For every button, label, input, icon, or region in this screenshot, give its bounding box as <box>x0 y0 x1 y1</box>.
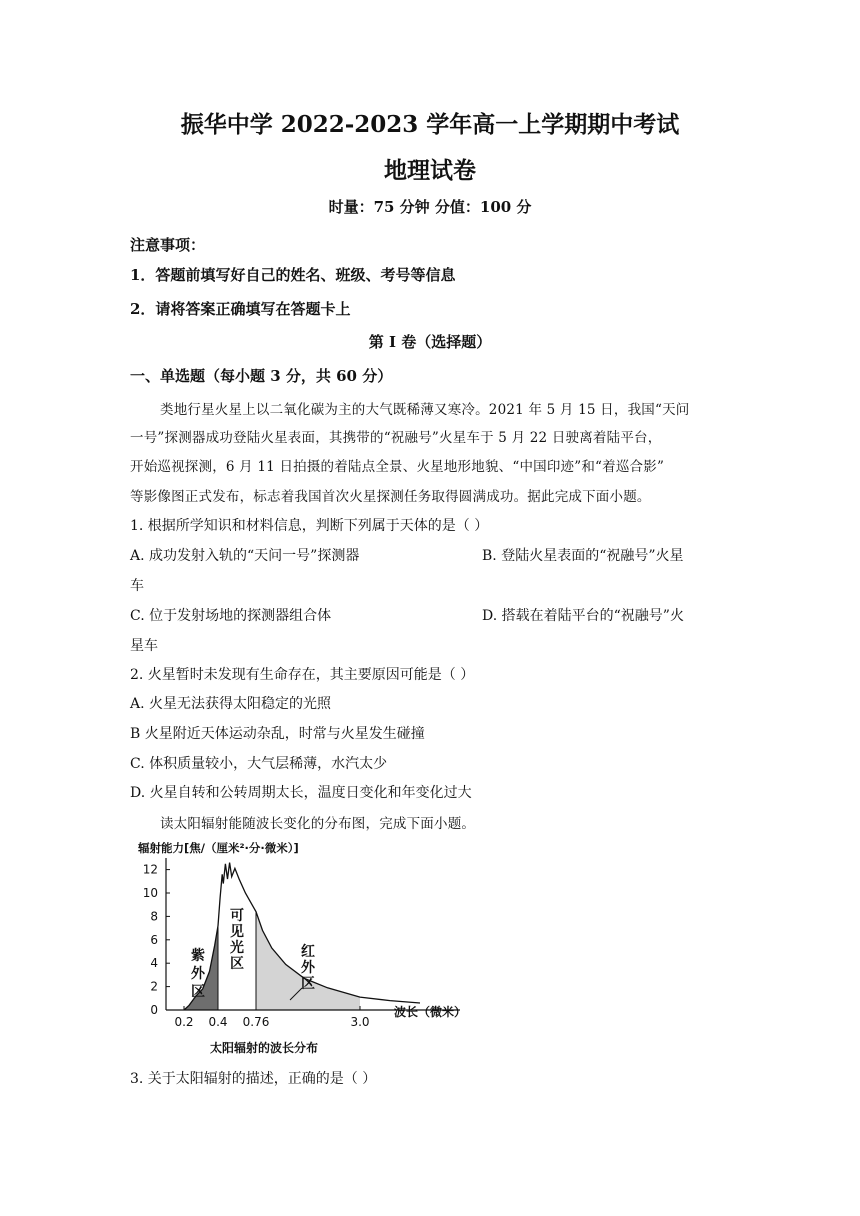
question-stem: 1. 根据所学知识和材料信息，判断下列属于天体的是（ ） <box>130 518 489 534</box>
uv-region-label: 外 <box>191 966 205 982</box>
option-a: A. 成功发射入轨的“天问一号”探测器 <box>130 548 360 564</box>
option-d: D. 搭载在着陆平台的“祝融号”火 <box>482 608 684 624</box>
visible-region-label: 光 <box>230 940 244 956</box>
option-b: B. 登陆火星表面的“祝融号”火星 <box>482 548 684 564</box>
question-stem: 2. 火星暂时未发现有生命存在，其主要原因可能是（ ） <box>130 667 475 683</box>
visible-region-label: 见 <box>230 924 244 940</box>
time-score-line: 时量：75 分钟 分值：100 分 <box>328 198 532 216</box>
note-item: 1．答题前填写好自己的姓名、班级、考号等信息 <box>130 266 456 284</box>
option-b-wrap: 车 <box>130 578 144 594</box>
uv-region-label: 区 <box>191 984 205 1000</box>
y-tick-label: 12 <box>142 862 158 877</box>
passage-line: 类地行星火星上以二氧化碳为主的大气既稀薄又寒冷。2021 年 5 月 15 日，我国“天问 <box>160 402 690 418</box>
x-axis-label: 波长（微米） <box>394 1005 467 1019</box>
y-tick-label: 2 <box>150 979 158 994</box>
visible-region-label: 区 <box>230 956 244 972</box>
x-tick-label: 0.76 <box>242 1015 270 1029</box>
y-tick-label: 0 <box>150 1003 158 1017</box>
passage-line: 开始巡视探测，6 月 11 日拍摄的着陆点全景、火星地形地貌、“中国印迹”和“着巡合影” <box>130 459 665 475</box>
option-a: A. 火星无法获得太阳稳定的光照 <box>130 696 332 712</box>
notes-heading: 注意事项： <box>130 236 206 254</box>
x-tick-label: 0.2 <box>174 1015 194 1029</box>
exam-title: 振华中学 2022-2023 学年高一上学期期中考试 <box>180 111 680 138</box>
option-b: B 火星附近天体运动杂乱，时常与火星发生碰撞 <box>130 726 425 742</box>
solar-radiation-chart <box>130 838 490 1058</box>
y-axis-label: 辐射能力[焦/（厘米²·分·微米）] <box>138 841 299 855</box>
exam-subtitle: 地理试卷 <box>384 157 476 184</box>
option-d: D. 火星自转和公转周期太长，温度日变化和年变化过大 <box>130 785 472 801</box>
y-tick-label: 8 <box>150 909 158 924</box>
y-tick-label: 10 <box>142 886 158 900</box>
passage-line: 读太阳辐射能随波长变化的分布图，完成下面小题。 <box>160 816 476 832</box>
x-tick-label: 0.4 <box>208 1015 228 1029</box>
visible-region-label: 可 <box>230 908 244 924</box>
passage-line: 一号”探测器成功登陆火星表面，其携带的“祝融号”火星车于 5 月 22 日驶离着陆平台， <box>130 430 662 446</box>
option-c: C. 位于发射场地的探测器组合体 <box>130 608 332 624</box>
ir-region-label: 区 <box>301 976 315 992</box>
x-tick-label: 3.0 <box>350 1015 370 1029</box>
uv-region-label: 紫 <box>191 948 205 964</box>
option-c: C. 体积质量较小，大气层稀薄，水汽太少 <box>130 756 388 772</box>
ir-region-label: 红 <box>301 944 315 960</box>
question-stem: 3. 关于太阳辐射的描述，正确的是（ ） <box>130 1071 377 1087</box>
chart-title: 太阳辐射的波长分布 <box>210 1041 319 1055</box>
y-tick-label: 6 <box>150 932 158 947</box>
option-d-wrap: 星车 <box>130 638 158 654</box>
volume-heading: 第 I 卷（选择题） <box>368 333 492 351</box>
part-heading: 一、单选题（每小题 3 分，共 60 分） <box>130 367 393 385</box>
note-item: 2．请将答案正确填写在答题卡上 <box>130 300 351 318</box>
passage-line: 等影像图正式发布，标志着我国首次火星探测任务取得圆满成功。据此完成下面小题。 <box>130 489 651 505</box>
y-tick-label: 4 <box>150 956 158 971</box>
ir-region-label: 外 <box>301 960 315 976</box>
